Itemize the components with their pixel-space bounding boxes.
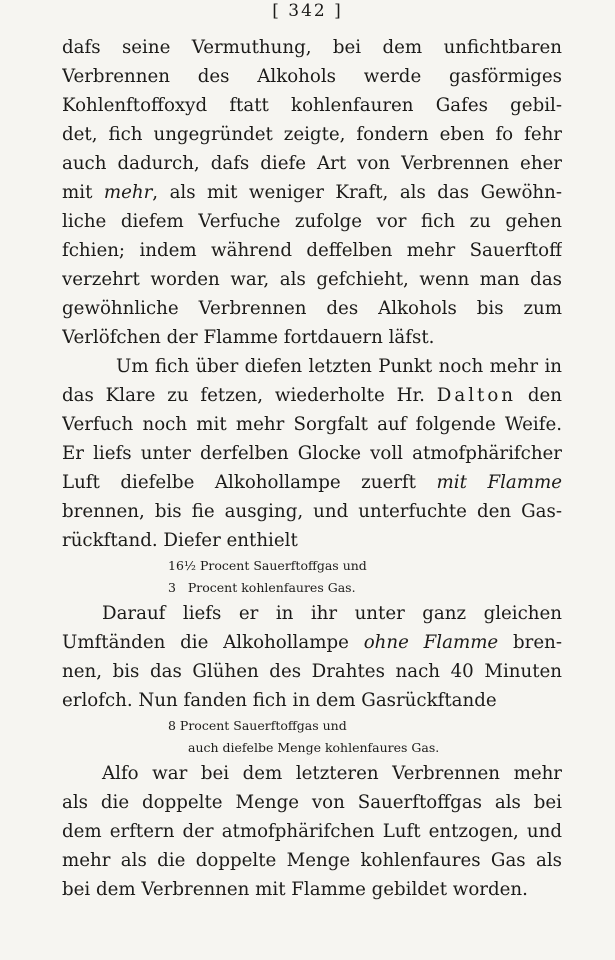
table-line: 8 Procent Sauerftoffgas und <box>168 718 347 733</box>
name-dalton: Dalton <box>436 385 517 406</box>
text-line: Verbrennen des Alkohols werde gasförmiges <box>62 66 562 87</box>
text-block <box>62 33 562 904</box>
text-line: det, fich ungegründet zeigte, fondern eben fo fehr <box>62 124 562 145</box>
paragraph-1 <box>62 33 562 352</box>
text-line: verzehrt worden war, als gefchieht, wenn man das <box>62 269 562 290</box>
text-line: dafs seine Vermuthung, bei dem unfichtbaren <box>62 37 562 58</box>
emphasis-mehr: mehr <box>103 182 153 203</box>
text-segment: Umftänden die Alkohollampe <box>62 632 364 653</box>
text-segment: den <box>516 385 562 406</box>
table-line: 16½ Procent Sauerftoffgas und <box>168 558 367 573</box>
text-segment: das Klare zu fetzen, wiederholte Hr. <box>62 385 437 406</box>
table-line: auch diefelbe Menge kohlenfaures Gas. <box>188 740 440 755</box>
text-line: Kohlenftoffoxyd ftatt kohlenfauren Gafes gebil- <box>62 95 562 116</box>
text-line: erlofch. Nun fanden fich in dem Gasrückftande <box>62 690 497 711</box>
emphasis-ohne-flamme: ohne Flamme <box>363 632 499 653</box>
text-line: fchien; indem während deffelben mehr Sauerftoff <box>62 240 562 261</box>
emphasis-mit-flamme: mit Flamme <box>436 472 562 493</box>
text-line <box>62 468 562 497</box>
composition-table-2 <box>62 715 562 759</box>
text-line: als die doppelte Menge von Sauerftoffgas als bei <box>62 792 562 813</box>
text-line: Verlöfchen der Flamme fortdauern läfst. <box>62 327 435 348</box>
text-line <box>62 178 562 207</box>
page-number: [ 342 ] <box>272 1 343 21</box>
text-line <box>62 628 562 657</box>
text-segment: bren- <box>498 632 562 653</box>
text-line: dem erftern der atmofphärifchen Luft entzogen, und <box>62 821 562 842</box>
text-line: Um fich über diefen letzten Punkt noch mehr in <box>116 356 562 377</box>
table-line: 3 Procent kohlenfaures Gas. <box>168 580 356 595</box>
text-line: nen, bis das Glühen des Drahtes nach 40 Minuten <box>62 661 562 682</box>
text-line: bei dem Verbrennen mit Flamme gebildet worden. <box>62 879 528 900</box>
text-line <box>62 381 562 410</box>
text-segment: Luft diefelbe Alkohollampe zuerft <box>62 472 437 493</box>
text-line: liche diefem Verfuche zufolge vor fich zu gehen <box>62 211 562 232</box>
paragraph-2 <box>62 352 562 555</box>
composition-table-1 <box>62 555 562 599</box>
text-segment: , als mit weniger Kraft, als das Gewöhn- <box>152 182 562 203</box>
text-line: Verfuch noch mit mehr Sorgfalt auf folgende Weife. <box>62 414 562 435</box>
text-line: brennen, bis fie ausging, und unterfuchte den Gas- <box>62 501 562 522</box>
paragraph-4 <box>62 759 562 904</box>
text-line: rückftand. Diefer enthielt <box>62 530 298 551</box>
paragraph-3 <box>62 599 562 715</box>
text-line: gewöhnliche Verbrennen des Alkohols bis zum <box>62 298 562 319</box>
text-line: mehr als die doppelte Menge kohlenfaures Gas als <box>62 850 562 871</box>
text-line: Er liefs unter derfelben Glocke voll atmofphärifcher <box>62 443 562 464</box>
text-line: Darauf liefs er in ihr unter ganz gleichen <box>102 603 562 624</box>
text-line: Alfo war bei dem letzteren Verbrennen mehr <box>102 763 562 784</box>
text-line: auch dadurch, dafs diefe Art von Verbrennen eher <box>62 153 562 174</box>
text-segment: mit <box>62 182 104 203</box>
